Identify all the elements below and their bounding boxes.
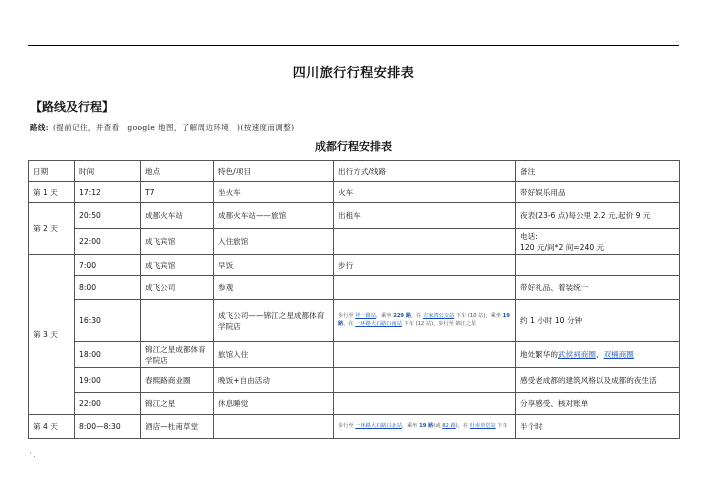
time-cell: 7:00	[75, 255, 141, 276]
bus-route: 19 路	[419, 422, 434, 429]
table-row	[29, 255, 680, 276]
place-cell: T7	[141, 182, 214, 203]
time-cell: 18:00	[75, 342, 141, 368]
time-cell: 8:00	[75, 276, 141, 300]
note-cell	[516, 255, 680, 276]
note-line: 120 元/间*2 间=240 元	[520, 242, 605, 252]
itinerary-table	[28, 160, 680, 439]
time-cell: 16:30	[75, 300, 141, 342]
shopping-area-link[interactable]: 武侯祠商圈	[557, 350, 596, 359]
transport-cell	[334, 393, 516, 415]
bus-route: 229 路	[393, 312, 412, 319]
route-line	[30, 122, 294, 133]
bus-stop-link[interactable]: 一环路大石路口南站	[355, 320, 402, 327]
time-cell: 20:50	[75, 203, 141, 229]
place-cell	[141, 300, 214, 342]
shopping-area-link[interactable]: 双楠商圈	[603, 350, 634, 359]
transport-cell	[334, 368, 516, 393]
place-cell: 锦江之星	[141, 393, 214, 415]
place-cell: 酒店—杜甫草堂	[141, 415, 214, 439]
place-cell: 锦江之星成都体育学院店	[141, 342, 214, 368]
footer-mark: ' .	[30, 452, 36, 459]
bus-stop-link[interactable]: 伴一路站	[355, 312, 376, 319]
place-cell: 成都火车站	[141, 203, 214, 229]
note-cell: 感受老成都的建筑风格以及成都的夜生活	[516, 368, 680, 393]
note-cell: 地处繁华的武侯祠商圈、双楠商圈	[516, 342, 680, 368]
col-header-note: 备注	[516, 161, 680, 182]
item-cell: 成飞公司——锦江之星成都体育学院店	[214, 300, 334, 342]
table-row	[29, 368, 680, 393]
day-cell: 第 2 天	[29, 203, 75, 255]
col-header-time: 时间	[75, 161, 141, 182]
transport-cell: 火车	[334, 182, 516, 203]
place-cell: 成飞公司	[141, 276, 214, 300]
col-header-place: 地点	[141, 161, 214, 182]
table-row	[29, 182, 680, 203]
transport-cell: 步行至 伴一路站，乘坐 229 路，在 方家湾公交站 下车 (10 站)，乘坐 19 路，在 一环路大石路口南站 下车 (12 站)，步行至 锦江之星	[334, 300, 516, 342]
item-cell: 早饭	[214, 255, 334, 276]
note-cell: 带好娱乐用品	[516, 182, 680, 203]
item-cell: 入住旅馆	[214, 229, 334, 255]
col-header-feature: 特色/项目	[214, 161, 334, 182]
day-cell: 第 3 天	[29, 255, 75, 415]
bus-stop-link[interactable]: 杜甫草堂站	[469, 422, 496, 429]
place-cell: 成飞宾馆	[141, 255, 214, 276]
place-cell: 成飞宾馆	[141, 229, 214, 255]
note-cell: 带好礼品、着装统一	[516, 276, 680, 300]
document-title: 四川旅行行程安排表	[292, 66, 415, 81]
note-cell: 半个时	[516, 415, 680, 439]
col-header-date: 日期	[29, 161, 75, 182]
note-line: 电话:	[520, 231, 538, 241]
section-heading: 【路线及行程】	[30, 100, 115, 114]
table-row	[29, 300, 680, 342]
table-title: 成都行程安排表	[315, 140, 392, 153]
table-row	[29, 415, 680, 439]
table-row	[29, 276, 680, 300]
transport-cell: 出租车	[334, 203, 516, 229]
day-cell: 第 4 天	[29, 415, 75, 439]
table-row	[29, 393, 680, 415]
table-row	[29, 203, 680, 229]
bus-route: 19 路	[338, 312, 510, 327]
bus-stop-link[interactable]: 方家湾公交站	[423, 312, 455, 319]
item-cell	[214, 415, 334, 439]
time-cell: 22:00	[75, 393, 141, 415]
table-row	[29, 342, 680, 368]
transport-cell: 步行至 一环路大石路口北站，乘坐 19 路(或 82 路)，在 杜甫草堂站 下车	[334, 415, 516, 439]
place-cell: 春熙路商业圈	[141, 368, 214, 393]
transport-cell	[334, 342, 516, 368]
note-cell: 夜表(23-6 点)每公里 2.2 元,起价 9 元	[516, 203, 680, 229]
table-header-row	[29, 161, 680, 182]
col-header-transport: 出行方式/线路	[334, 161, 516, 182]
transport-cell: 步行	[334, 255, 516, 276]
note-cell: 分享感受、核对账单	[516, 393, 680, 415]
day-cell: 第 1 天	[29, 182, 75, 203]
item-cell: 休息睡觉	[214, 393, 334, 415]
header-mark: ..	[675, 38, 679, 44]
transport-cell	[334, 229, 516, 255]
item-cell: 参观	[214, 276, 334, 300]
route-text: (提前记住，并查看 google 地图，了解周边环境 )(按速度而调整)	[52, 123, 295, 132]
note-cell	[516, 229, 680, 255]
item-cell: 坐火车	[214, 182, 334, 203]
time-cell: 8:00—8:30	[75, 415, 141, 439]
item-cell: 旅馆入住	[214, 342, 334, 368]
time-cell: 22:00	[75, 229, 141, 255]
time-cell: 17:12	[75, 182, 141, 203]
time-cell: 19:00	[75, 368, 141, 393]
table-row	[29, 229, 680, 255]
bus-stop-link[interactable]: 一环路大石路口北站	[355, 422, 402, 429]
header-rule	[28, 45, 679, 46]
note-cell: 约 1 小时 10 分钟	[516, 300, 680, 342]
route-label: 路线:	[30, 123, 49, 132]
bus-route-link[interactable]: 82 路	[442, 422, 456, 429]
item-cell: 成都火车站——旅馆	[214, 203, 334, 229]
transport-cell	[334, 276, 516, 300]
item-cell: 晚饭+自由活动	[214, 368, 334, 393]
